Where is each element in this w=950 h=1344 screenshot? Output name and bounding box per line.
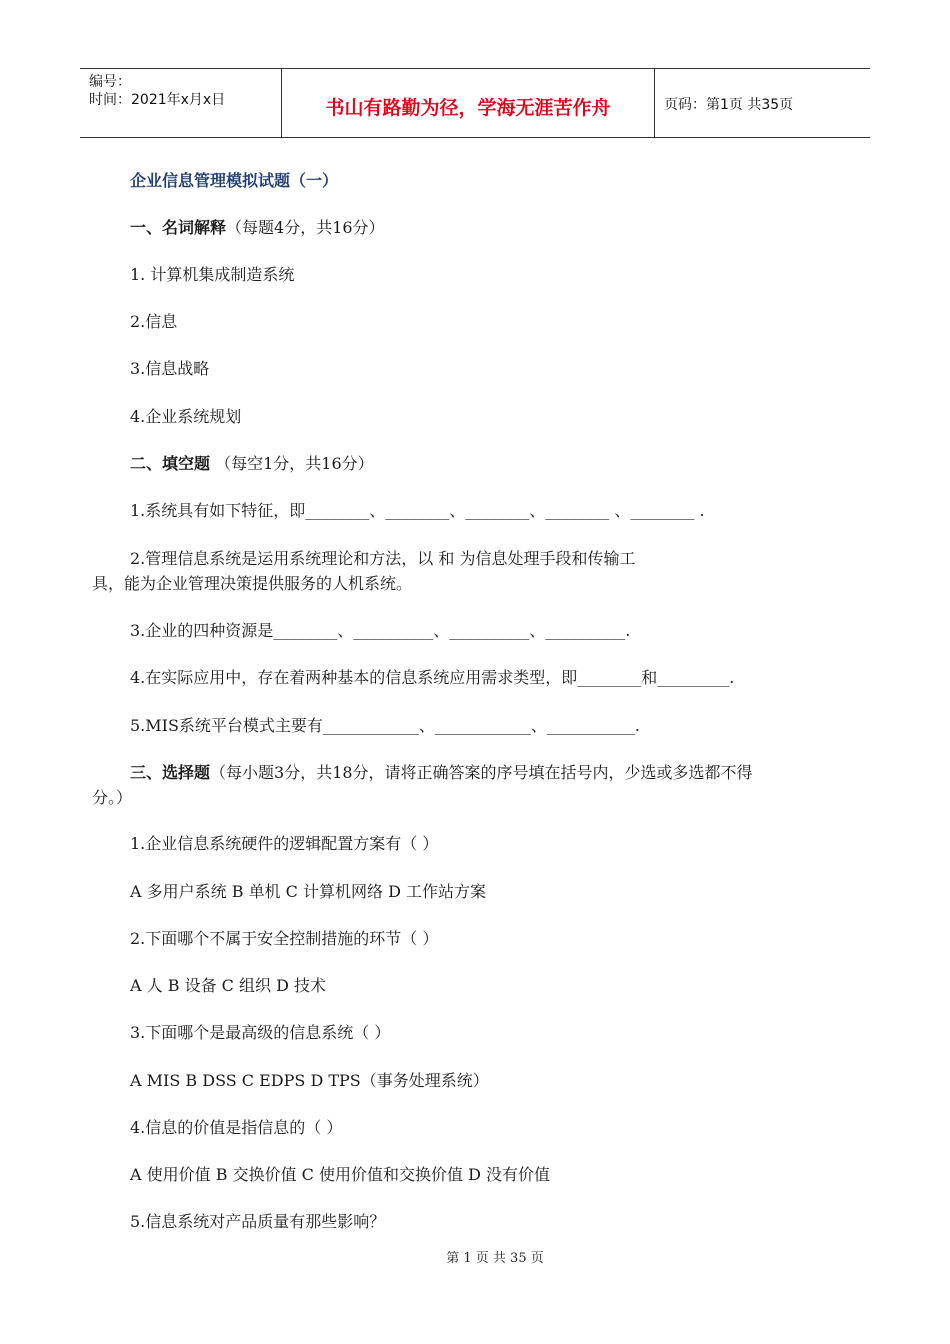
header-motto-cell <box>282 69 655 137</box>
s3-question-1: 1.企业信息系统硬件的逻辑配置方案有（ ） <box>130 834 439 853</box>
s3-question-3: 3.下面哪个是最高级的信息系统（ ） <box>130 1023 391 1042</box>
s2-question-3: 3.企业的四种资源是________、__________、__________、__________. <box>130 621 631 640</box>
number-label: 编号： <box>89 74 131 90</box>
section-3-title: 三、选择题 <box>130 763 211 782</box>
s3-question-2: 2.下面哪个不属于安全控制措施的环节（ ） <box>130 929 439 948</box>
page-code: 页码：第1页 共35页 <box>664 97 794 113</box>
s3-question-4-options: A 使用价值 B 交换价值 C 使用价值和交换价值 D 没有价值 <box>130 1165 550 1184</box>
s3-question-2-options: A 人 B 设备 C 组织 D 技术 <box>130 976 326 995</box>
header-table <box>80 68 870 138</box>
s3-question-1-options: A 多用户系统 B 单机 C 计算机网络 D 工作站方案 <box>130 882 486 901</box>
section-1-heading <box>130 217 385 239</box>
s2-question-2-line-1: 2.管理信息系统是运用系统理论和方法，以 和 为信息处理手段和传输工 <box>130 549 636 568</box>
header-info-cell <box>80 69 282 137</box>
exam-title: 企业信息管理模拟试题（一） <box>130 171 339 190</box>
s3-question-5: 5.信息系统对产品质量有那些影响？ <box>130 1212 386 1231</box>
s1-item-2: 2.信息 <box>130 312 178 331</box>
s2-question-2-line-2: 具，能为企业管理决策提供服务的人机系统。 <box>92 574 413 593</box>
s1-item-3: 3.信息战略 <box>130 359 210 378</box>
header-page-cell <box>655 69 870 137</box>
section-1-title: 一、名词解释 <box>130 218 227 237</box>
s1-item-1: 1. 计算机集成制造系统 <box>130 265 295 284</box>
s2-question-5: 5.MIS系统平台模式主要有____________、____________、___________. <box>130 716 641 735</box>
page-footer: 第 1 页 共 35 页 <box>446 1251 544 1266</box>
section-1-note: （每题4分，共16分） <box>226 218 385 237</box>
s2-question-4: 4.在实际应用中，存在着两种基本的信息系统应用需求类型，即________和_________. <box>130 668 735 687</box>
time-label: 时间：2021年x月x日 <box>89 92 226 108</box>
section-2-note: （每空1分，共16分） <box>210 454 374 473</box>
s1-item-4: 4.企业系统规划 <box>130 407 242 426</box>
section-2-heading <box>130 453 374 475</box>
section-3-note-line-2: 分。） <box>92 788 133 807</box>
s3-question-3-options: A MIS B DSS C EDPS D TPS（事务处理系统） <box>130 1071 489 1090</box>
section-3-note: （每小题3分，共18分，请将正确答案的序号填在括号内，少选或多选都不得 <box>210 763 753 782</box>
s2-question-1: 1.系统具有如下特征，即________、________、________、________ 、________ . <box>130 501 705 520</box>
s3-question-4: 4.信息的价值是指信息的（ ） <box>130 1118 343 1137</box>
section-2-title: 二、填空题 <box>130 454 211 473</box>
motto: 书山有路勤为径，学海无涯苦作舟 <box>325 97 611 119</box>
section-3-heading <box>130 762 753 784</box>
